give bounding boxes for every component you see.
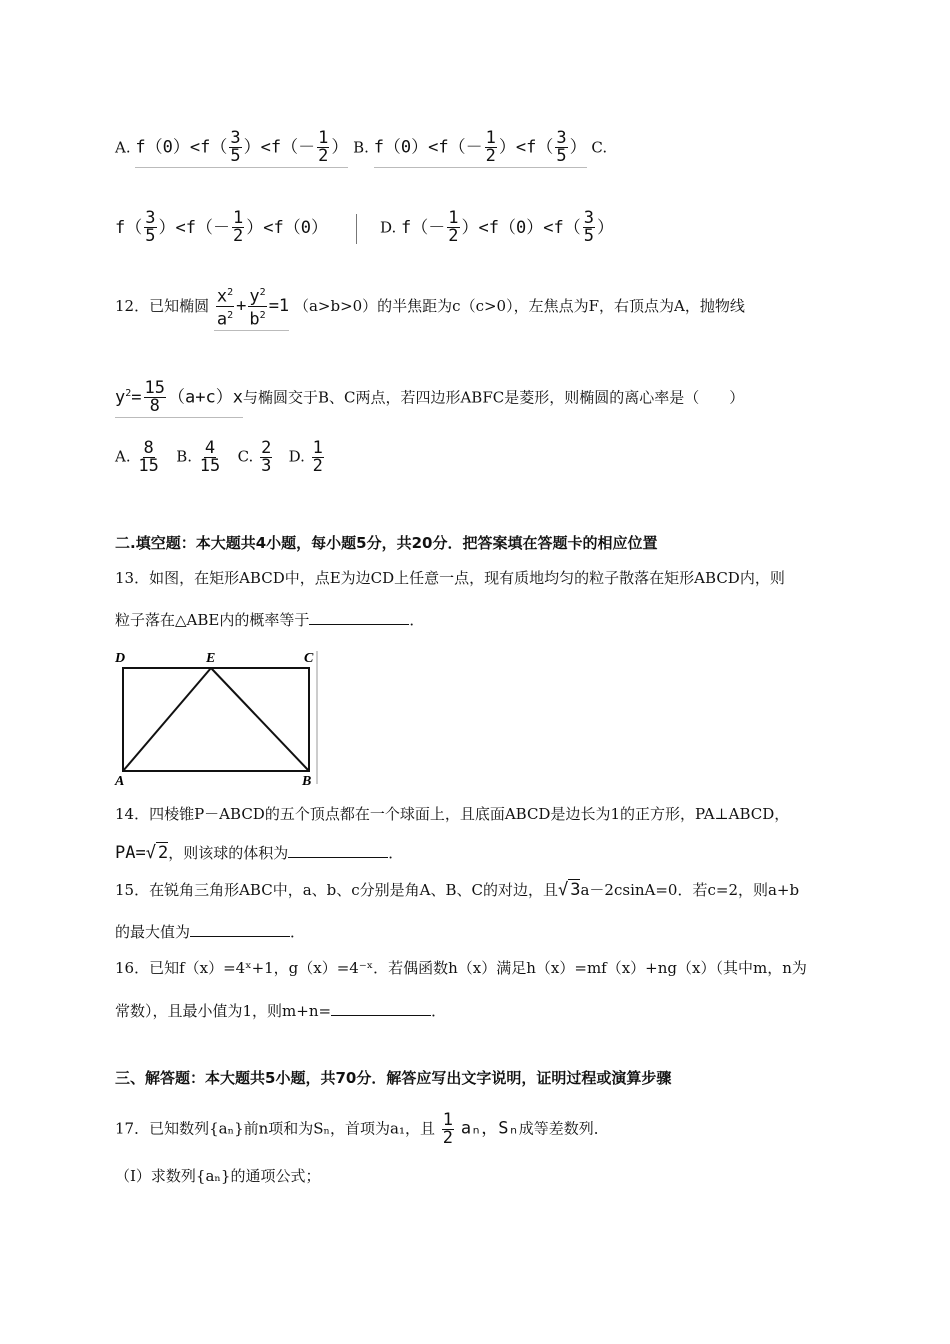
q17-part1: （Ⅰ）求数列{aₙ}的通项公式； [115,1167,321,1185]
ellipse-equation: $\frac{x^2}{a^2}$ + $\frac{y^2}{b^2}$ =1 [214,284,289,331]
q13-line1: 13．如图，在矩形ABCD中，点E为边CD上任意一点，现有质地均匀的粒子散落在矩形ABCD内，则 [115,569,785,587]
q12-text1: （a>b>0）的半焦距为c（c>0），左焦点为F，右顶点为A，抛物线 [293,297,745,316]
sqrt3-expression: √ 3 [557,880,581,900]
pa-expression: PA=√ 2 [115,843,169,863]
q12-text2: 与椭圆交于B、C两点，若四边形ABFC是菱形，则椭圆的离心率是（ ） [242,388,745,407]
divider [356,214,357,244]
option-b-label: B. [353,138,369,157]
one-half: $\frac{1}{2}$ [442,1110,454,1148]
q12-options: A. $\frac{8}{15}$ B. $\frac{4}{15}$ C. $\frac{2}{3}$ D. $\frac{1}{2}$ [115,438,323,476]
q12-option-d: $\frac{1}{2}$ [312,438,323,476]
rectangle-figure [112,646,322,788]
label-e: E [206,651,216,666]
option-c-expression: f（ $\frac{3}{5}$ ）<f（－ $\frac{1}{2}$ ）<f（0） [115,208,328,246]
label-b: B [302,774,312,788]
option-c-label: C. [591,138,608,157]
answer-blank [331,1001,431,1016]
q15-line1: 15．在锐角三角形ABC中，a、b、c分别是角A、B、C的对边，且√ 3a－2csinA=0．若c=2，则a+b [115,880,800,900]
q13-line2: 粒子落在△ABE内的概率等于 ． [115,611,425,629]
q12-line2 [115,380,744,418]
section2-title: 二.填空题：本大题共4小题，每小题5分，共20分．把答案填在答题卡的相应位置 [115,534,658,552]
q14-line1: 14．四棱锥P－ABCD的五个顶点都在一个球面上，且底面ABCD是边长为1的正方形，PA⊥ABCD， [115,805,790,823]
q16-line2: 常数），且最小值为1，则m+n= ． [115,1002,447,1020]
q12-option-a: $\frac{8}{15}$ [138,438,159,476]
section3-title: 三、解答题：本大题共5小题，共70分．解答应写出文字说明，证明过程或演算步骤 [115,1069,672,1087]
option-d-label: D. [379,218,397,237]
q12-option-b: $\frac{4}{15}$ [199,438,221,476]
q15-line2: 的最大值为 ． [115,923,306,941]
option-d-expression: f（－ $\frac{1}{2}$ ）<f（0）<f（ $\frac{3}{5}$ ） [401,208,614,246]
an-sn-terms: aₙ，Sₙ [460,1118,519,1139]
option-a-label: A. [115,138,131,157]
label-c: C [304,651,314,666]
q12-option-c: $\frac{2}{3}$ [261,438,272,476]
q12-prefix: 12．已知椭圆 [115,297,210,316]
option-a-expression: f（0）<f（ $\frac{3}{5}$ ）<f（－ $\frac{1}{2}$ ） [135,128,349,166]
label-d: D [115,651,126,666]
q11-options-row1 [115,130,607,168]
parabola-equation: $y^2=$ $\frac{15}{8}$ （a+c）x [115,378,243,416]
answer-blank [288,843,388,858]
q11-options-row2 [115,210,614,245]
q14-line2: PA=√ 2，则该球的体积为 ． [115,843,404,863]
label-a: A [115,774,125,788]
q17-line1: 17．已知数列{aₙ}前n项和为Sₙ，首项为a₁，且 $\frac{1}{2}$ aₙ，Sₙ成等差数列． [115,1110,609,1148]
q12-line1 [115,284,745,331]
answer-blank [309,610,409,625]
option-b-expression: f（0）<f（－ $\frac{1}{2}$ ）<f（ $\frac{3}{5}$ ） [373,128,587,166]
answer-blank [190,922,290,937]
q16-line1: 16．已知f（x）=4ˣ+1，g（x）=4⁻ˣ．若偶函数h（x）满足h（x）=mf（x）+ng（x）（其中m，n为 [115,959,807,977]
